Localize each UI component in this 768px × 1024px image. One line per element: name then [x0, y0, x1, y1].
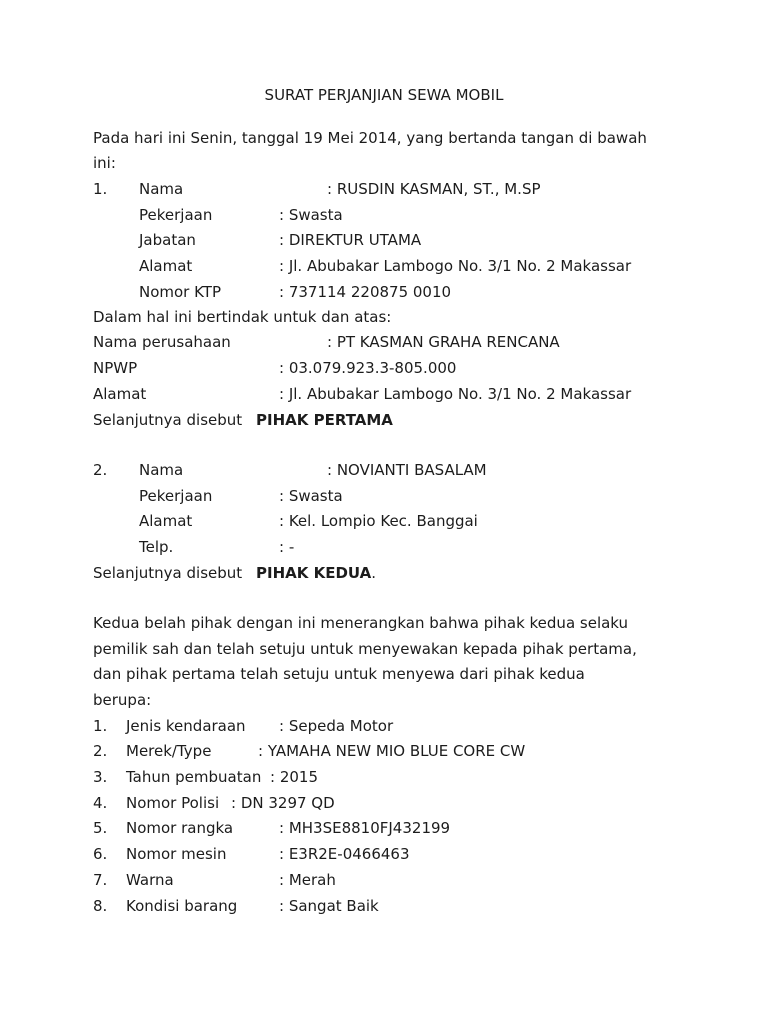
party1-address-label: Alamat	[139, 257, 193, 275]
party1-ktp-label: Nomor KTP	[139, 283, 222, 301]
vehicle-engine-value: : E3R2E-0466463	[279, 845, 410, 863]
vehicle-color-label: Warna	[126, 871, 174, 889]
party1-job-value: : Swasta	[279, 206, 343, 224]
party1-position-label: Jabatan	[139, 231, 196, 249]
vehicle-condition-label: Kondisi barang	[126, 897, 238, 915]
vehicle-type-label: Jenis kendaraan	[126, 717, 246, 735]
company-address-value: : Jl. Abubakar Lambogo No. 3/1 No. 2 Makassar	[279, 385, 632, 403]
vehicle-color-value: : Merah	[279, 871, 336, 889]
party1-position-value: : DIREKTUR UTAMA	[279, 231, 422, 249]
intro-line-1: Pada hari ini Senin, tanggal 19 Mei 2014, yang bertanda tangan di bawah	[93, 129, 647, 147]
party2-name-label: Nama	[139, 461, 184, 479]
agreement-line-1: Kedua belah pihak dengan ini menerangkan bahwa pihak kedua selaku	[93, 614, 629, 632]
vehicle-plate-value: : DN 3297 QD	[231, 794, 335, 812]
party1-number: 1.	[93, 180, 108, 198]
party1-ktp-value: : 737114 220875 0010	[279, 283, 452, 301]
company-name-label: Nama perusahaan	[93, 333, 231, 351]
vehicle-item-number: 8.	[93, 897, 108, 915]
intro-line-2: ini:	[93, 154, 116, 172]
party2-job-label: Pekerjaan	[139, 487, 213, 505]
party1-referred-prefix: Selanjutnya disebut	[93, 411, 243, 429]
party2-address-value: : Kel. Lompio Kec. Banggai	[279, 512, 478, 530]
party1-job-label: Pekerjaan	[139, 206, 213, 224]
vehicle-item-number: 2.	[93, 742, 108, 760]
party2-job-value: : Swasta	[279, 487, 343, 505]
party1-address-value: : Jl. Abubakar Lambogo No. 3/1 No. 2 Makassar	[279, 257, 632, 275]
company-npwp-value: : 03.079.923.3-805.000	[279, 359, 457, 377]
vehicle-year-value: : 2015	[270, 768, 318, 786]
party1-name-label: Nama	[139, 180, 184, 198]
party2-referred-suffix: .	[371, 564, 377, 582]
vehicle-chassis-label: Nomor rangka	[126, 819, 234, 837]
party2-referred-name: PIHAK KEDUA	[256, 564, 372, 582]
party2-address-label: Alamat	[139, 512, 193, 530]
vehicle-type-value: : Sepeda Motor	[279, 717, 394, 735]
vehicle-item-number: 5.	[93, 819, 108, 837]
party2-referred-prefix: Selanjutnya disebut	[93, 564, 243, 582]
company-address-label: Alamat	[93, 385, 147, 403]
agreement-line-3: dan pihak pertama telah setuju untuk menyewa dari pihak kedua	[93, 665, 585, 683]
vehicle-item-number: 1.	[93, 717, 108, 735]
vehicle-item-number: 3.	[93, 768, 108, 786]
vehicle-year-label: Tahun pembuatan	[126, 768, 262, 786]
vehicle-engine-label: Nomor mesin	[126, 845, 227, 863]
party2-phone-value: : -	[279, 538, 295, 556]
vehicle-brand-label: Merek/Type	[126, 742, 212, 760]
vehicle-plate-label: Nomor Polisi	[126, 794, 220, 812]
agreement-line-4: berupa:	[93, 691, 152, 709]
party2-referred	[256, 563, 376, 583]
vehicle-item-number: 6.	[93, 845, 108, 863]
vehicle-brand-value: : YAMAHA NEW MIO BLUE CORE CW	[258, 742, 526, 760]
vehicle-chassis-value: : MH3SE8810FJ432199	[279, 819, 451, 837]
party1-acting-line: Dalam hal ini bertindak untuk dan atas:	[93, 308, 392, 326]
party2-name-value: : NOVIANTI BASALAM	[327, 461, 487, 479]
company-name-value: : PT KASMAN GRAHA RENCANA	[327, 333, 560, 351]
party1-name-value: : RUSDIN KASMAN, ST., M.SP	[327, 180, 541, 198]
vehicle-item-number: 7.	[93, 871, 108, 889]
party2-number: 2.	[93, 461, 108, 479]
party1-referred-name: PIHAK PERTAMA	[256, 411, 393, 429]
vehicle-condition-value: : Sangat Baik	[279, 897, 379, 915]
company-npwp-label: NPWP	[93, 359, 138, 377]
document-title: SURAT PERJANJIAN SEWA MOBIL	[264, 86, 504, 104]
party2-phone-label: Telp.	[139, 538, 174, 556]
vehicle-item-number: 4.	[93, 794, 108, 812]
agreement-line-2: pemilik sah dan telah setuju untuk menyewakan kepada pihak pertama,	[93, 640, 637, 658]
